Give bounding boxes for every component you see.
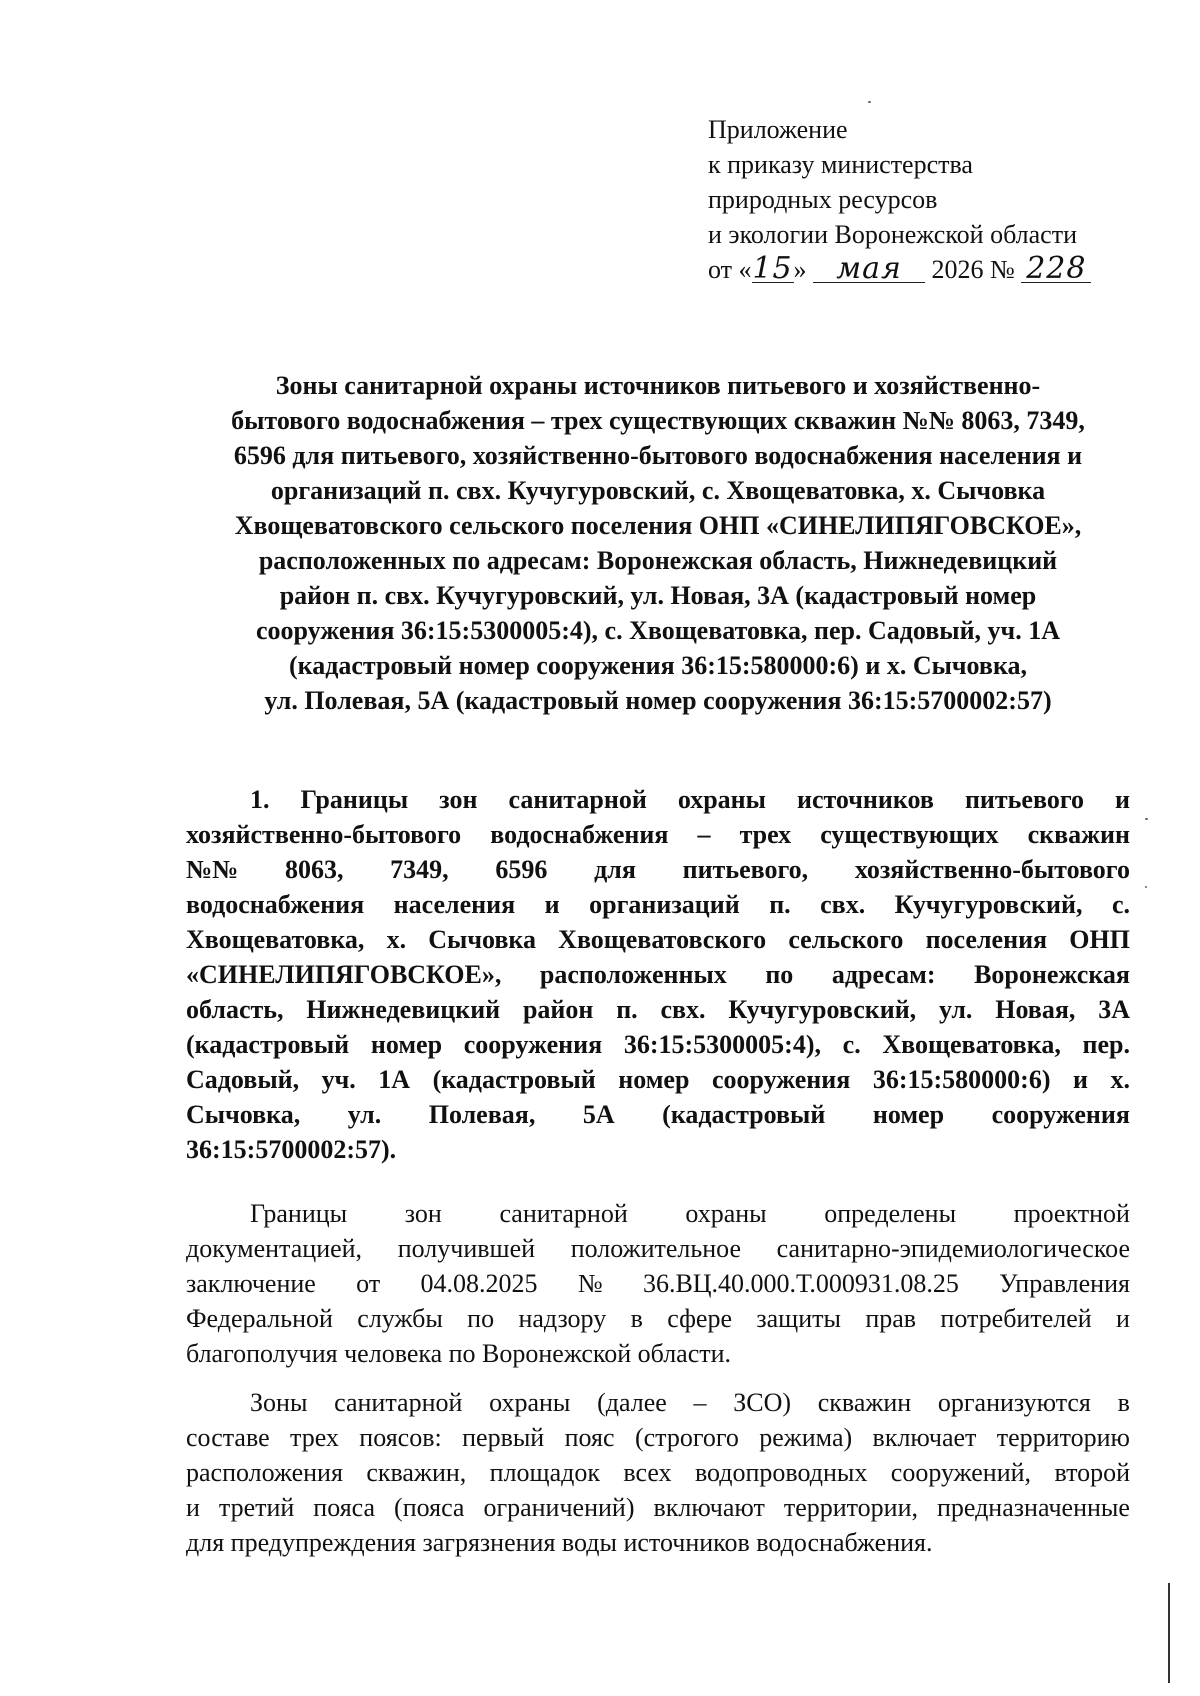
word: 5А xyxy=(582,1100,615,1129)
word: область, xyxy=(186,995,284,1024)
word: сфере xyxy=(667,1304,733,1333)
word: всех xyxy=(623,1458,672,1487)
title-line: сооружения 36:15:5300005:4), с. Хвощеватовка, пер. Садовый, уч. 1А xyxy=(256,616,1060,645)
word: и xyxy=(1072,1065,1088,1094)
word: от xyxy=(356,1269,381,1298)
section-1-line xyxy=(186,957,1130,992)
zso-line xyxy=(186,1420,1130,1455)
word: первый xyxy=(462,1423,545,1452)
word: надзору xyxy=(518,1304,607,1333)
word: ограничений) xyxy=(483,1493,635,1522)
title-line: 6596 для питьевого, хозяйственно-бытового водоснабжения населения и xyxy=(233,441,1083,470)
appendix-label: Приложение xyxy=(708,115,848,144)
word: составе xyxy=(186,1423,270,1452)
word: Управления xyxy=(999,1269,1130,1298)
handwritten-day: 15 xyxy=(752,251,793,286)
word: Кучугуровский, xyxy=(728,995,917,1024)
word: Федеральной xyxy=(186,1304,333,1333)
boundaries-line xyxy=(186,1231,1130,1266)
word: поселения xyxy=(925,925,1048,954)
title-line: Хвощеватовского сельского поселения ОНП «СИНЕЛИПЯГОВСКОЕ», xyxy=(234,511,1082,540)
word: «СИНЕЛИПЯГОВСКОЕ», xyxy=(186,960,502,989)
word: свх. xyxy=(820,890,866,919)
word: хозяйственно-бытового xyxy=(854,855,1130,884)
word: населения xyxy=(393,890,516,919)
word: (далее xyxy=(597,1388,667,1417)
word: Новая, xyxy=(995,995,1076,1024)
word: 04.08.2025 xyxy=(420,1269,538,1298)
handwritten-order-number: 228 xyxy=(1021,256,1091,283)
word: скважин xyxy=(1027,820,1130,849)
word: 3А xyxy=(1098,995,1130,1024)
word: охраны xyxy=(685,1199,767,1228)
word: охраны xyxy=(677,785,766,814)
word: Границы xyxy=(250,1199,348,1228)
word: номер xyxy=(370,1030,443,1059)
document-title xyxy=(186,368,1130,718)
word: Кучугуровский, xyxy=(894,890,1083,919)
word: (строгого xyxy=(634,1423,739,1452)
word: охраны xyxy=(489,1388,571,1417)
word: 1. xyxy=(250,785,270,814)
word: зон xyxy=(439,785,478,814)
word: водоснабжения xyxy=(490,820,669,849)
word: 7349, xyxy=(390,855,449,884)
order-reference-line: к приказу министерства xyxy=(708,150,973,179)
word: по xyxy=(765,960,794,989)
word: Хвощеватовка, xyxy=(186,925,365,954)
section-1-line xyxy=(186,1097,1130,1132)
word: санитарно-эпидемиологическое xyxy=(776,1234,1130,1263)
word: – xyxy=(693,1388,707,1417)
word: Сычовка xyxy=(428,925,536,954)
word: потребителей xyxy=(940,1304,1092,1333)
word: пояс xyxy=(564,1423,615,1452)
word: режима) xyxy=(759,1423,853,1452)
title-line: бытового водоснабжения – трех существующих скважин №№ 8063, 7349, xyxy=(231,406,1085,435)
zso-line xyxy=(186,1385,1130,1420)
word: защиты xyxy=(756,1304,841,1333)
word: определены xyxy=(824,1199,957,1228)
title-line: организаций п. свх. Кучугуровский, с. Хвощеватовка, х. Сычовка xyxy=(270,476,1046,505)
section-1-line xyxy=(186,852,1130,887)
word: расположения xyxy=(186,1458,343,1487)
boundaries-line xyxy=(186,1301,1130,1336)
word: документацией, xyxy=(186,1234,363,1263)
word: получившей xyxy=(397,1234,536,1263)
word: питьевого xyxy=(964,785,1084,814)
word: (кадастровый xyxy=(432,1065,596,1094)
word: второй xyxy=(1054,1458,1130,1487)
zso-line xyxy=(186,1490,1130,1525)
word: прав xyxy=(865,1304,917,1333)
word: третий xyxy=(218,1493,295,1522)
scan-speck xyxy=(868,101,871,103)
word: скважин xyxy=(817,1388,912,1417)
word: ЗСО) xyxy=(733,1388,792,1417)
zso-last-line: для предупреждения загрязнения воды источников водоснабжения. xyxy=(186,1528,933,1557)
section-1-paragraph xyxy=(186,782,1130,1167)
section-1-last-line: 36:15:5700002:57). xyxy=(186,1135,397,1164)
ministry-line: природных ресурсов xyxy=(708,185,938,214)
scan-speck xyxy=(1145,818,1148,820)
word: Полевая, xyxy=(428,1100,536,1129)
word: заключение xyxy=(186,1269,316,1298)
word: Садовый, xyxy=(186,1065,300,1094)
word: организаций xyxy=(589,890,740,919)
scan-margin-line xyxy=(1168,1583,1170,1683)
boundaries-line xyxy=(186,1266,1130,1301)
word: и xyxy=(186,1493,200,1522)
title-line: (кадастровый номер сооружения 36:15:580000:6) и х. Сычовка, xyxy=(288,651,1028,680)
word: ул. xyxy=(347,1100,382,1129)
section-1-line xyxy=(186,817,1130,852)
word: службы xyxy=(357,1304,443,1333)
boundaries-paragraph xyxy=(186,1196,1130,1371)
word: 36:15:5300005:4), xyxy=(623,1030,821,1059)
word: в xyxy=(1117,1388,1130,1417)
word: Воронежская xyxy=(974,960,1130,989)
word: и xyxy=(544,890,560,919)
word: водопроводных xyxy=(694,1458,868,1487)
word: Нижнедевицкий xyxy=(306,995,501,1024)
word: поясов: xyxy=(359,1423,442,1452)
word: х. xyxy=(1110,1065,1130,1094)
word: (пояса xyxy=(394,1493,465,1522)
word: и xyxy=(1116,1304,1130,1333)
word: х. xyxy=(386,925,407,954)
word: п. xyxy=(769,890,791,919)
word: предназначенные xyxy=(936,1493,1130,1522)
word: – xyxy=(697,820,711,849)
word: проектной xyxy=(1013,1199,1130,1228)
region-line: и экологии Воронежской области xyxy=(708,220,1077,249)
word: включают xyxy=(653,1493,765,1522)
date-prefix: от « xyxy=(708,255,752,284)
word: питьевого, xyxy=(682,855,809,884)
word: в xyxy=(630,1304,643,1333)
word: №№ xyxy=(186,855,239,884)
word: площадок xyxy=(489,1458,600,1487)
word: район xyxy=(522,995,594,1024)
word: сооружения xyxy=(991,1100,1130,1129)
word: 36:15:580000:6) xyxy=(872,1065,1051,1094)
word: 36.ВЦ.40.000.Т.000931.08.25 xyxy=(642,1269,959,1298)
word: для xyxy=(594,855,636,884)
word: санитарной xyxy=(508,785,647,814)
word: с. xyxy=(1111,890,1130,919)
word: 8063, xyxy=(284,855,344,884)
word: (кадастровый xyxy=(662,1100,826,1129)
section-1-line xyxy=(186,992,1130,1027)
word: Хвощеватовка, xyxy=(882,1030,1061,1059)
word: 6596 xyxy=(495,855,548,884)
word: ОНП xyxy=(1069,925,1130,954)
word: с. xyxy=(842,1030,861,1059)
word: расположенных xyxy=(539,960,727,989)
section-1-line xyxy=(186,1062,1130,1097)
word: уч. xyxy=(321,1065,356,1094)
word: территорию xyxy=(996,1423,1130,1452)
word: ул. xyxy=(938,995,973,1024)
word: трех xyxy=(290,1423,339,1452)
word: пер. xyxy=(1082,1030,1130,1059)
word: трех xyxy=(739,820,792,849)
word: положительное xyxy=(570,1234,741,1263)
word: санитарной xyxy=(499,1199,628,1228)
word: существующих xyxy=(820,820,999,849)
word: п. xyxy=(616,995,638,1024)
word: № xyxy=(577,1269,603,1298)
scan-speck xyxy=(1145,886,1147,888)
title-line: ул. Полевая, 5А (кадастровый номер сооружения 36:15:5700002:57) xyxy=(264,686,1052,715)
word: сооружения xyxy=(711,1065,851,1094)
word: хозяйственно-бытового xyxy=(186,820,462,849)
word: скважин, xyxy=(366,1458,467,1487)
word: Границы xyxy=(300,785,409,814)
section-1-line xyxy=(186,782,1130,817)
boundaries-last-line: благополучия человека по Воронежской области. xyxy=(186,1339,732,1368)
word: и xyxy=(1115,785,1130,814)
title-line: Зоны санитарной охраны источников питьевого и хозяйственно- xyxy=(275,371,1041,400)
section-1-line xyxy=(186,922,1130,957)
word: пояса xyxy=(313,1493,376,1522)
boundaries-line xyxy=(186,1196,1130,1231)
appendix-header xyxy=(708,112,1178,287)
word: сооружения xyxy=(463,1030,603,1059)
word: территории, xyxy=(783,1493,918,1522)
zso-paragraph xyxy=(186,1385,1130,1560)
date-year: 2026 № xyxy=(931,255,1015,284)
title-line: район п. свх. Кучугуровский, ул. Новая, 3А (кадастровый номер xyxy=(279,581,1037,610)
word: санитарной xyxy=(334,1388,463,1417)
word: свх. xyxy=(660,995,706,1024)
word: организуются xyxy=(937,1388,1091,1417)
word: 1А xyxy=(378,1065,411,1094)
title-line: расположенных по адресам: Воронежская область, Нижнедевицкий xyxy=(258,546,1058,575)
word: водоснабжения xyxy=(186,890,365,919)
section-1-line xyxy=(186,887,1130,922)
word: Хвощеватовского xyxy=(558,925,767,954)
word: номер xyxy=(872,1100,945,1129)
zso-line xyxy=(186,1455,1130,1490)
word: сельского xyxy=(788,925,904,954)
word: включает xyxy=(872,1423,977,1452)
order-date-line xyxy=(708,252,1178,287)
handwritten-month: мая xyxy=(813,256,925,283)
word: Сычовка, xyxy=(186,1100,301,1129)
section-1-line xyxy=(186,1027,1130,1062)
word: (кадастровый xyxy=(186,1030,350,1059)
word: номер xyxy=(618,1065,690,1094)
word: Зоны xyxy=(250,1388,308,1417)
word: зон xyxy=(404,1199,442,1228)
word: источников xyxy=(796,785,934,814)
word: по xyxy=(467,1304,495,1333)
word: адресам: xyxy=(831,960,936,989)
date-quote-close: » xyxy=(793,255,807,284)
word: сооружений, xyxy=(890,1458,1032,1487)
